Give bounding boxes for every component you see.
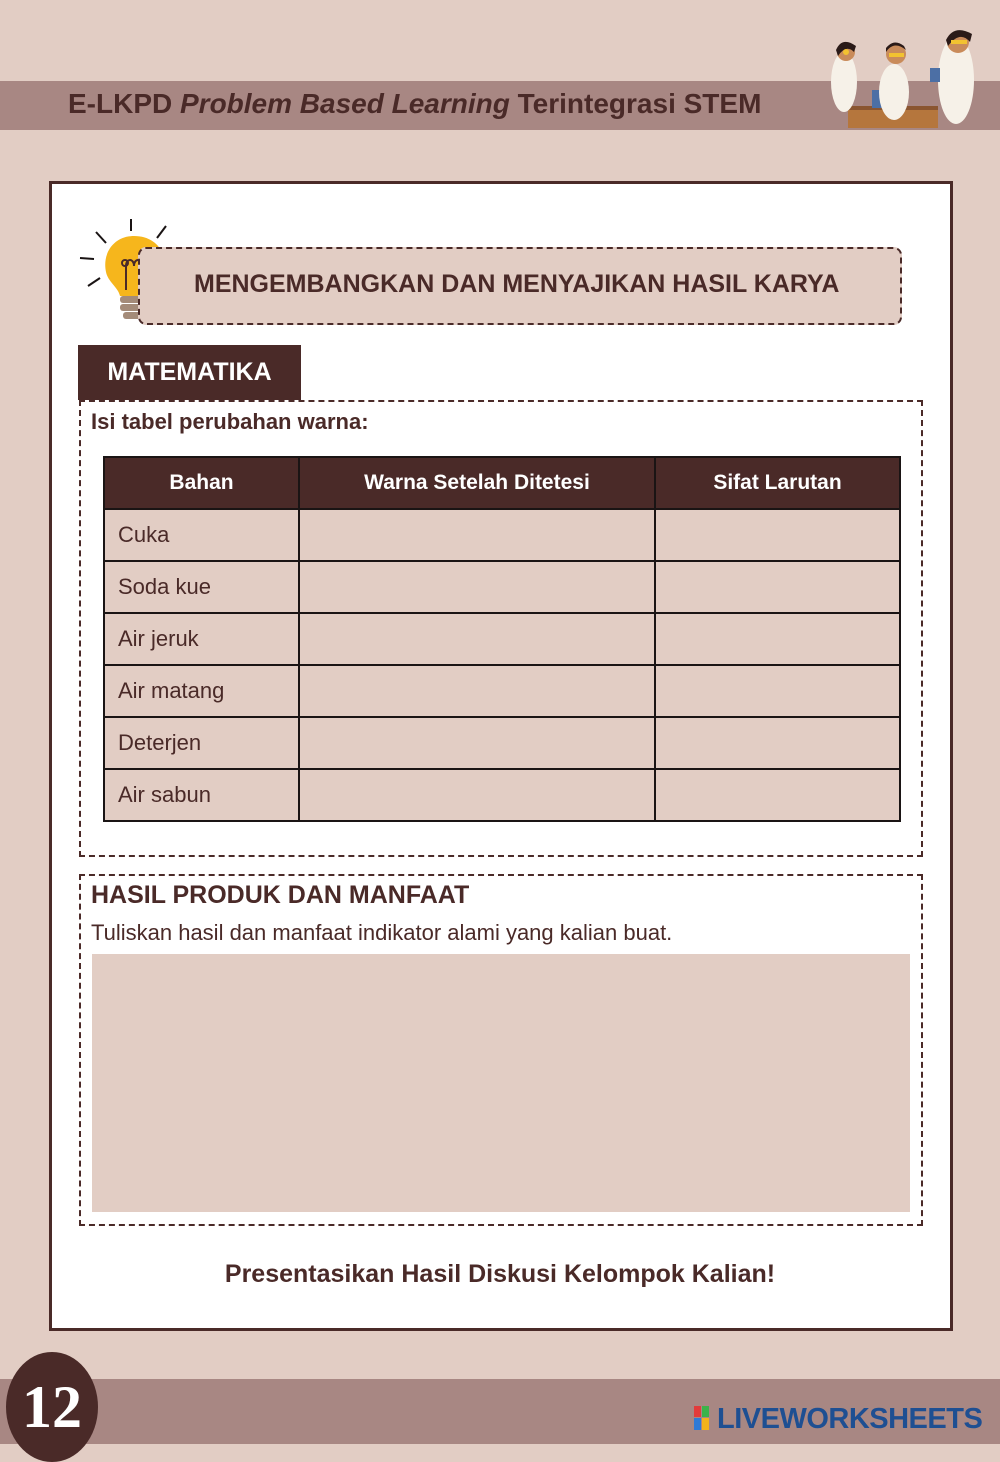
cell-warna-input[interactable] [299, 769, 655, 821]
cell-warna-input[interactable] [299, 613, 655, 665]
column-header-bahan: Bahan [104, 457, 299, 509]
page-number: 12 [22, 1374, 82, 1440]
table-row [104, 561, 900, 613]
cell-bahan: Air matang [104, 665, 299, 717]
cell-bahan: Soda kue [104, 561, 299, 613]
cell-warna-input[interactable] [299, 509, 655, 561]
cell-sifat-input[interactable] [655, 665, 900, 717]
cell-warna-input[interactable] [299, 717, 655, 769]
section-title: MENGEMBANGKAN DAN MENYAJIKAN HASIL KARYA [194, 270, 840, 298]
table-row [104, 509, 900, 561]
column-header-sifat: Sifat Larutan [655, 457, 900, 509]
table-header-row [104, 457, 900, 509]
table-row [104, 613, 900, 665]
tab-matematika: MATEMATIKA [78, 345, 301, 400]
page-header-title: E-LKPD Problem Based Learning Terintegrasi STEM [68, 88, 762, 119]
cell-bahan: Deterjen [104, 717, 299, 769]
cell-sifat-input[interactable] [655, 613, 900, 665]
table-row [104, 717, 900, 769]
color-change-table [103, 456, 901, 822]
cell-bahan: Air sabun [104, 769, 299, 821]
cell-sifat-input[interactable] [655, 509, 900, 561]
cell-sifat-input[interactable] [655, 561, 900, 613]
table-instruction: Isi tabel perubahan warna: [91, 409, 369, 434]
table-row [104, 665, 900, 717]
cell-warna-input[interactable] [299, 665, 655, 717]
column-header-warna: Warna Setelah Ditetesi [299, 457, 655, 509]
cell-sifat-input[interactable] [655, 717, 900, 769]
cell-warna-input[interactable] [299, 561, 655, 613]
product-title: HASIL PRODUK DAN MANFAAT [91, 881, 470, 909]
table-row [104, 769, 900, 821]
liveworksheets-brand[interactable]: LIVEWORKSHEETS [717, 1403, 983, 1435]
cell-sifat-input[interactable] [655, 769, 900, 821]
product-instruction: Tuliskan hasil dan manfaat indikator alami yang kalian buat. [91, 920, 673, 945]
closing-instruction: Presentasikan Hasil Diskusi Kelompok Kalian! [224, 1260, 776, 1288]
cell-bahan: Air jeruk [104, 613, 299, 665]
cell-bahan: Cuka [104, 509, 299, 561]
product-answer-input[interactable] [92, 954, 910, 1212]
liveworksheets-logo-icon [694, 1406, 709, 1430]
scientists-illustration [826, 20, 986, 132]
